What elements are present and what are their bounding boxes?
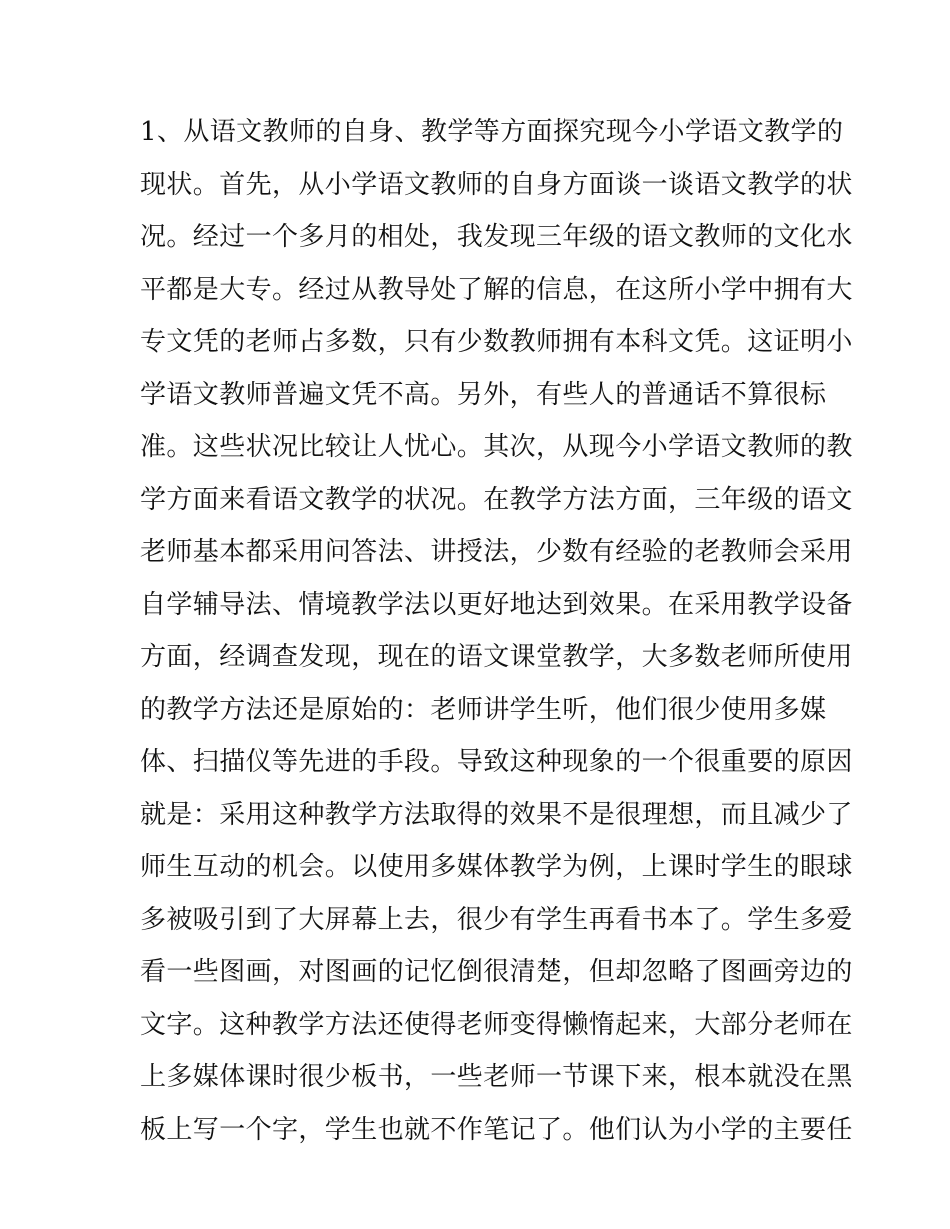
text-line: 体、扫描仪等先进的手段。导致这种现象的一个很重要的原因 xyxy=(140,747,853,777)
text-line: 看一些图画，对图画的记忆倒很清楚，但却忽略了图画旁边的 xyxy=(140,957,853,987)
text-line: 现状。首先，从小学语文教师的自身方面谈一谈语文教学的状 xyxy=(140,169,853,200)
text-line: 文字。这种教学方法还使得老师变得懒惰起来，大部分老师在 xyxy=(140,1009,853,1040)
text-line: 上多媒体课时很少板书，一些老师一节课下来，根本就没在黑 xyxy=(140,1062,853,1092)
text-line: 准。这些状况比较让人忧心。其次，从现今小学语文教师的教 xyxy=(140,432,853,462)
text-line: 师生互动的机会。以使用多媒体教学为例，上课时学生的眼球 xyxy=(140,852,853,882)
text-line: 方面，经调查发现，现在的语文课堂教学，大多数老师所使用 xyxy=(140,642,853,672)
text-line: 学方面来看语文教学的状况。在教学方法方面，三年级的语文 xyxy=(140,484,853,515)
text-line: 专文凭的老师占多数，只有少数教师拥有本科文凭。这证明小 xyxy=(140,327,853,357)
text-line: 板上写一个字，学生也就不作笔记了。他们认为小学的主要任 xyxy=(140,1114,853,1145)
text-line: 1、从语文教师的自身、教学等方面探究现今小学语文教学的 xyxy=(140,117,844,147)
text-line: 就是：采用这种教学方法取得的效果不是很理想，而且减少了 xyxy=(140,799,853,830)
body-paragraph xyxy=(140,106,853,1156)
text-line: 况。经过一个多月的相处，我发现三年级的语文教师的文化水 xyxy=(140,222,853,252)
text-line: 老师基本都采用问答法、讲授法，少数有经验的老教师会采用 xyxy=(140,537,853,567)
text-line: 自学辅导法、情境教学法以更好地达到效果。在采用教学设备 xyxy=(140,589,853,620)
text-line: 多被吸引到了大屏幕上去，很少有学生再看书本了。学生多爱 xyxy=(140,904,853,935)
text-line: 平都是大专。经过从教导处了解的信息，在这所小学中拥有大 xyxy=(140,274,853,305)
text-line: 学语文教师普遍文凭不高。另外，有些人的普通话不算很标 xyxy=(140,379,827,410)
text-line: 的教学方法还是原始的：老师讲学生听，他们很少使用多媒 xyxy=(140,694,827,725)
